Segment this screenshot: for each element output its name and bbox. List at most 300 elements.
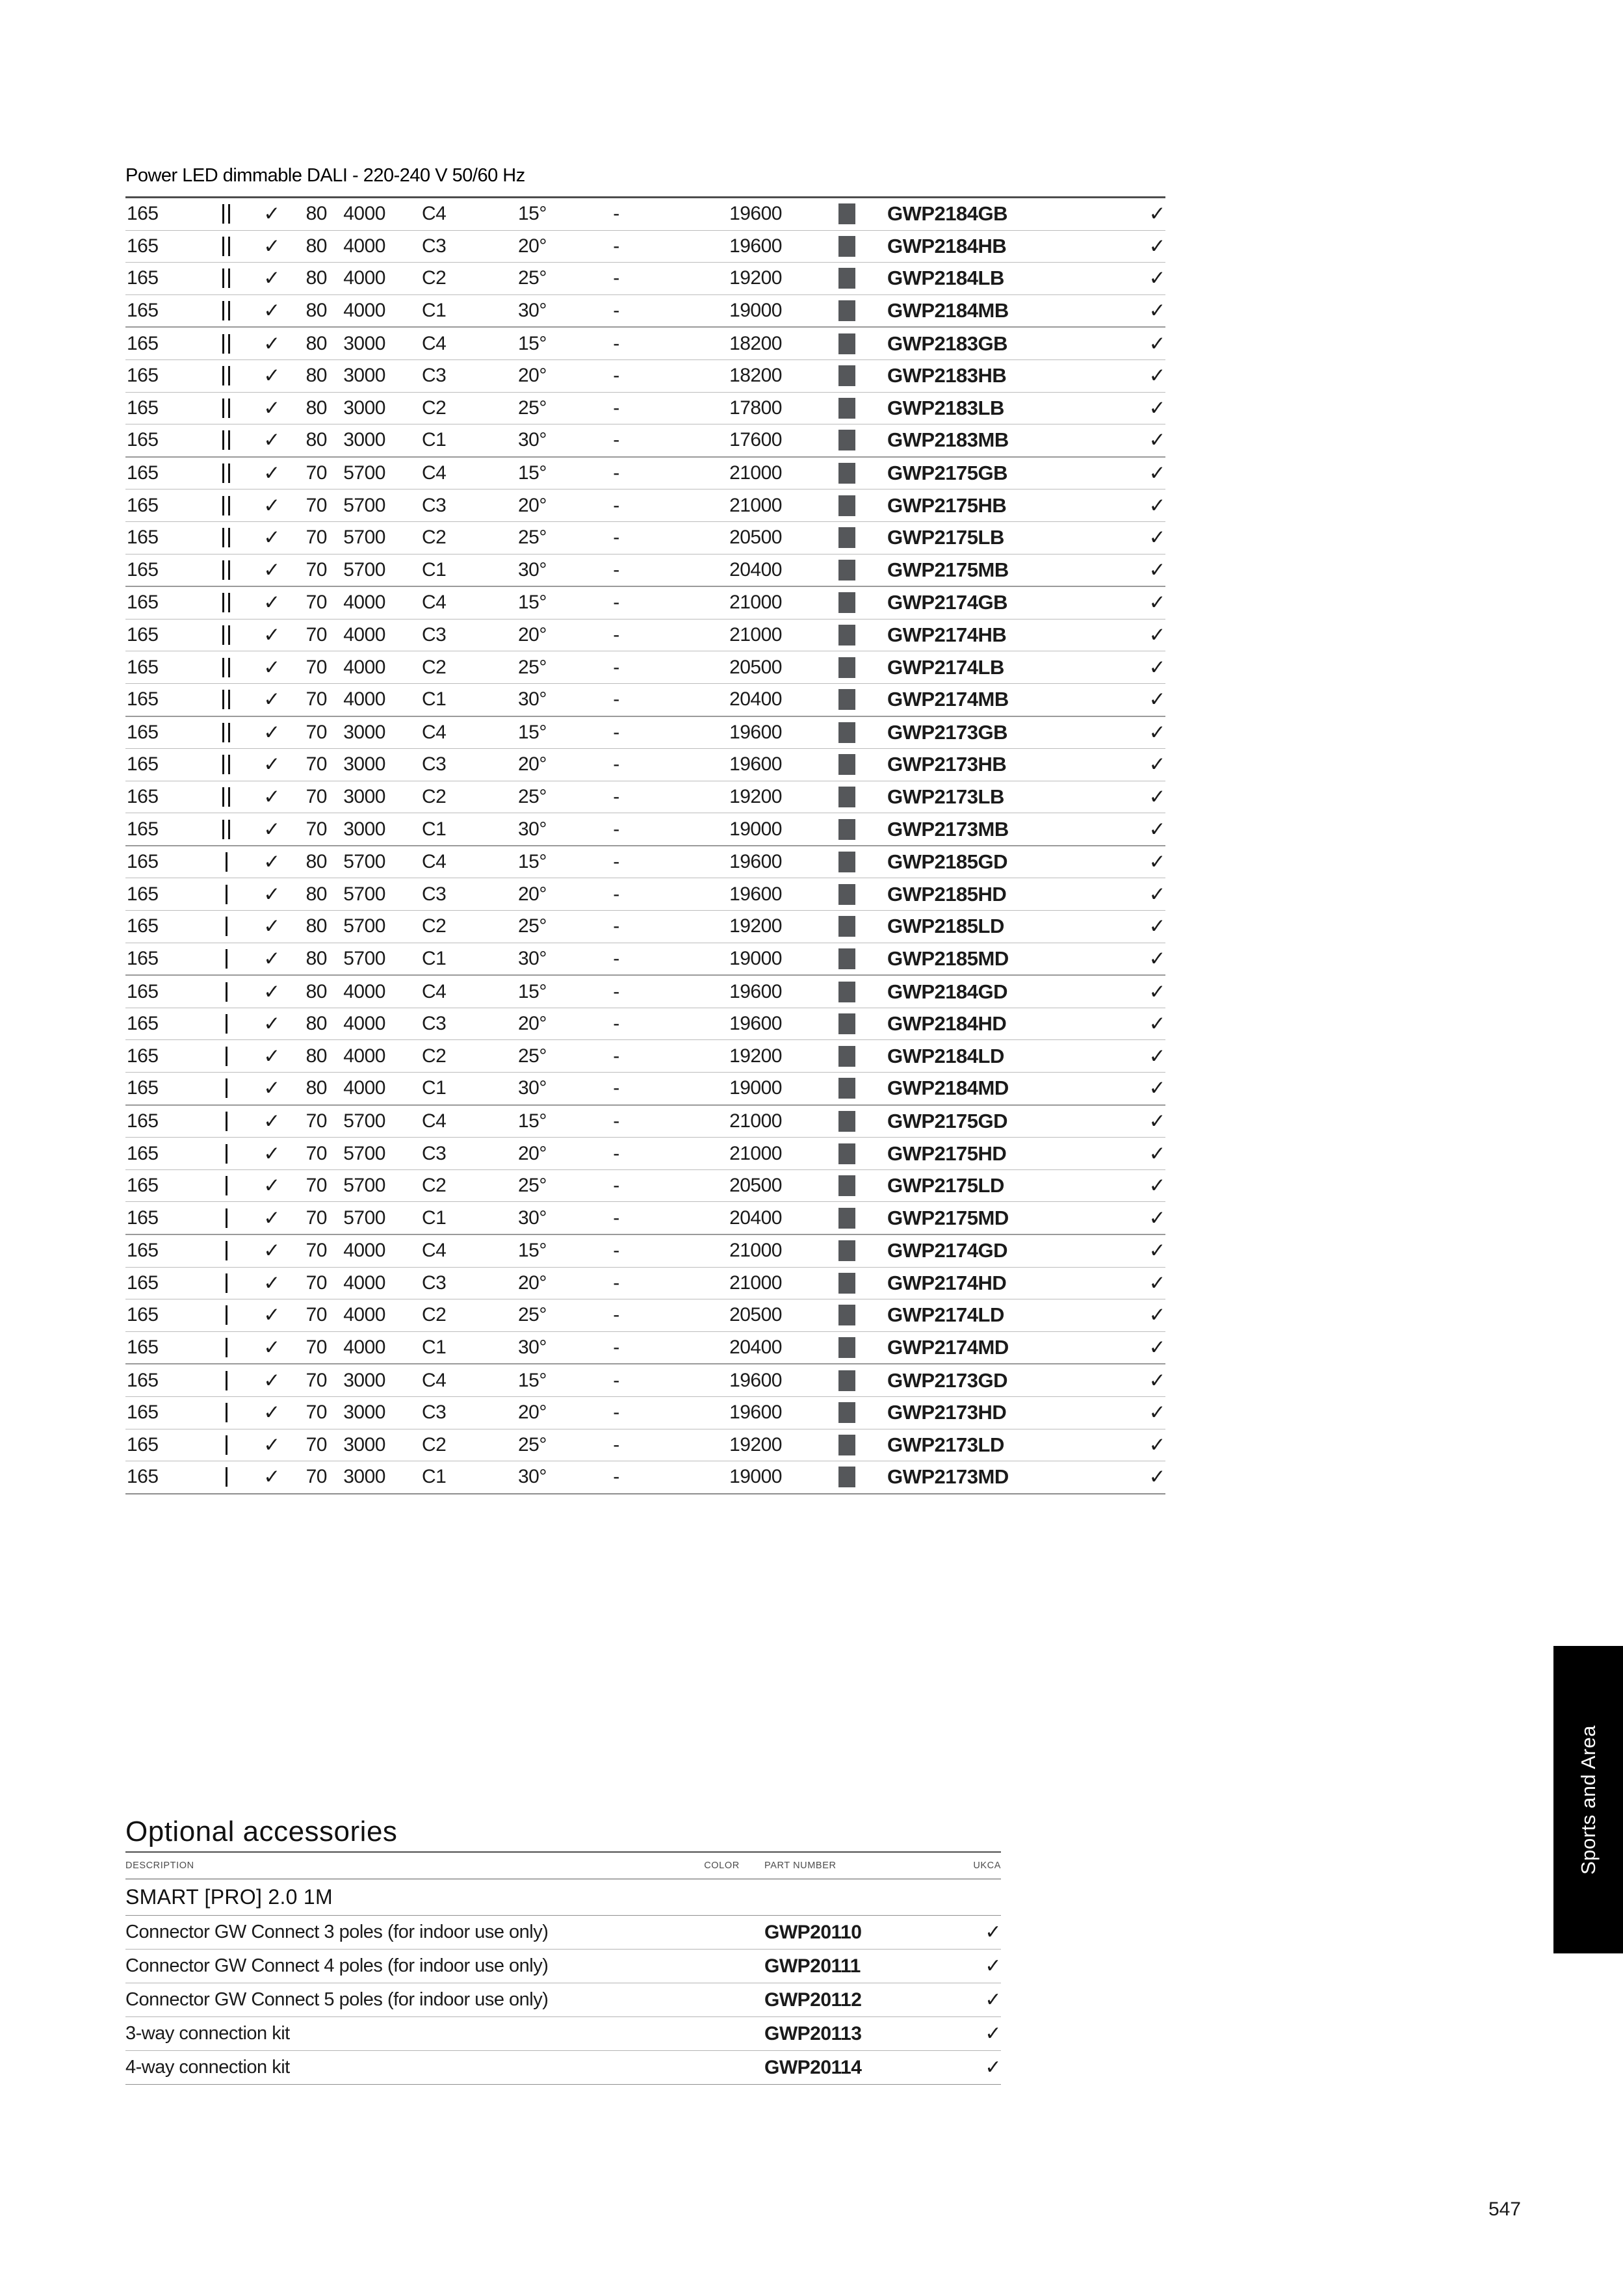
feature-check-icon: ✓: [263, 817, 280, 841]
wattage-value: 165: [127, 785, 159, 807]
color-swatch-cell: [782, 884, 879, 905]
class-i-icon: [203, 1273, 249, 1293]
color-swatch: [838, 1078, 855, 1099]
class-ii-icon: [203, 658, 249, 677]
beam-angle-value: 25°: [518, 1304, 547, 1326]
cri-value: 80: [305, 365, 327, 387]
cri-value: 80: [305, 947, 327, 969]
feature-check-icon: ✓: [263, 1336, 280, 1359]
dash-placeholder: -: [613, 300, 619, 322]
color-swatch-cell: [782, 916, 879, 937]
accessory-row: [125, 1983, 1001, 2017]
beam-angle-value: 20°: [518, 494, 547, 516]
beam-angle-value: 25°: [518, 785, 547, 807]
class-ii-icon: [203, 787, 249, 807]
beam-angle-value: 25°: [518, 527, 547, 549]
ukca-check-icon: ✓: [1149, 1401, 1165, 1424]
part-number: GWP2174MD: [887, 1336, 1009, 1359]
luminous-flux-value: 19600: [729, 203, 782, 225]
ukca-check-icon: ✓: [1149, 1012, 1165, 1036]
feature-check-icon: ✓: [263, 1303, 280, 1327]
cct-value: 5700: [343, 947, 385, 969]
table-row: [125, 684, 1165, 717]
ukca-check-icon: ✓: [985, 1989, 1001, 2011]
optic-code: C3: [422, 494, 447, 516]
side-tab-label: Sports and Area: [1576, 1725, 1600, 1875]
part-number: GWP2185MD: [887, 946, 1009, 970]
color-swatch-cell: [782, 689, 879, 710]
feature-check-icon: ✓: [263, 526, 280, 549]
feature-check-icon: ✓: [263, 493, 280, 517]
feature-check-icon: ✓: [263, 1044, 280, 1067]
cct-value: 4000: [343, 656, 385, 678]
cri-value: 80: [305, 1013, 327, 1035]
part-number: GWP2183LB: [887, 396, 1004, 419]
accessory-row: [125, 1950, 1001, 1983]
optic-code: C2: [422, 656, 447, 678]
luminous-flux-value: 18200: [729, 332, 782, 354]
color-swatch-cell: [782, 1273, 879, 1294]
class-ii-icon: [203, 723, 249, 742]
feature-check-icon: ✓: [263, 1239, 280, 1262]
color-swatch-cell: [782, 592, 879, 613]
accessories-header-row: [125, 1853, 1001, 1879]
luminous-flux-value: 21000: [729, 624, 782, 646]
luminous-flux-value: 19200: [729, 1045, 782, 1067]
table-row: [125, 878, 1165, 911]
class-ii-icon: [203, 820, 249, 839]
table-row: [125, 749, 1165, 781]
ukca-check-icon: ✓: [1149, 1239, 1165, 1262]
class-ii-icon: [203, 496, 249, 515]
wattage-value: 165: [127, 1077, 159, 1099]
color-swatch-cell: [782, 1240, 879, 1261]
cri-value: 80: [305, 851, 327, 873]
cri-value: 80: [305, 1045, 327, 1067]
color-swatch-cell: [782, 625, 879, 646]
luminous-flux-value: 20500: [729, 1175, 782, 1197]
feature-check-icon: ✓: [263, 1401, 280, 1424]
optic-code: C1: [422, 1337, 447, 1359]
optic-code: C2: [422, 1433, 447, 1455]
table-row: [125, 554, 1165, 588]
cct-value: 4000: [343, 203, 385, 225]
wattage-value: 165: [127, 1272, 159, 1294]
cri-value: 70: [305, 753, 327, 776]
table-row: [125, 424, 1165, 458]
ukca-check-icon: ✓: [985, 1922, 1001, 1943]
table-row: [125, 846, 1165, 879]
wattage-value: 165: [127, 527, 159, 549]
feature-check-icon: ✓: [263, 332, 280, 355]
ukca-check-icon: ✓: [1149, 1206, 1165, 1229]
cri-value: 70: [305, 494, 327, 516]
beam-angle-value: 30°: [518, 558, 547, 581]
luminous-flux-value: 19600: [729, 1013, 782, 1035]
wattage-value: 165: [127, 1142, 159, 1164]
color-swatch: [838, 333, 855, 354]
class-i-icon: [203, 1435, 249, 1455]
wattage-value: 165: [127, 235, 159, 257]
cct-value: 3000: [343, 397, 385, 419]
class-i-icon: [203, 1403, 249, 1422]
feature-check-icon: ✓: [263, 428, 280, 452]
feature-check-icon: ✓: [263, 946, 280, 970]
optic-code: C4: [422, 462, 447, 484]
part-number: GWP2185LD: [887, 915, 1004, 938]
feature-check-icon: ✓: [263, 1368, 280, 1392]
luminous-flux-value: 20400: [729, 1337, 782, 1359]
luminous-flux-value: 21000: [729, 1272, 782, 1294]
color-swatch: [838, 625, 855, 646]
luminous-flux-value: 19000: [729, 947, 782, 969]
color-swatch-cell: [782, 1175, 879, 1196]
color-swatch-cell: [782, 1467, 879, 1487]
color-swatch: [838, 982, 855, 1002]
beam-angle-value: 20°: [518, 1142, 547, 1164]
beam-angle-value: 15°: [518, 592, 547, 614]
cri-value: 80: [305, 300, 327, 322]
wattage-value: 165: [127, 365, 159, 387]
color-swatch-cell: [782, 722, 879, 743]
color-swatch-cell: [782, 1046, 879, 1067]
wattage-value: 165: [127, 624, 159, 646]
table-row: [125, 1202, 1165, 1235]
beam-angle-value: 15°: [518, 980, 547, 1002]
luminous-flux-value: 19600: [729, 980, 782, 1002]
dash-placeholder: -: [613, 1077, 619, 1099]
cri-value: 70: [305, 1466, 327, 1488]
color-swatch: [838, 1175, 855, 1196]
color-swatch: [838, 1467, 855, 1487]
part-number: GWP2174HB: [887, 623, 1007, 647]
table-row: [125, 1073, 1165, 1106]
table-row: [125, 1332, 1165, 1365]
accessory-part-number: GWP20112: [764, 1989, 862, 2011]
cri-value: 80: [305, 397, 327, 419]
cct-value: 3000: [343, 753, 385, 776]
optic-code: C1: [422, 818, 447, 840]
color-swatch-cell: [782, 1370, 879, 1391]
cri-value: 70: [305, 688, 327, 711]
cct-value: 4000: [343, 1240, 385, 1262]
cct-value: 4000: [343, 980, 385, 1002]
feature-check-icon: ✓: [263, 396, 280, 419]
table-row: [125, 360, 1165, 393]
ukca-check-icon: ✓: [1149, 1141, 1165, 1165]
color-swatch: [838, 819, 855, 840]
beam-angle-value: 15°: [518, 332, 547, 354]
class-ii-icon: [203, 268, 249, 288]
luminous-flux-value: 19000: [729, 1466, 782, 1488]
table-row: [125, 1235, 1165, 1268]
cct-value: 4000: [343, 1077, 385, 1099]
dash-placeholder: -: [613, 1369, 619, 1391]
dash-placeholder: -: [613, 1337, 619, 1359]
accessory-description: 3-way connection kit: [125, 2023, 290, 2044]
color-swatch: [838, 1337, 855, 1358]
optic-code: C1: [422, 1207, 447, 1229]
color-swatch: [838, 268, 855, 289]
color-swatch-cell: [782, 398, 879, 419]
color-swatch-cell: [782, 1111, 879, 1132]
class-ii-icon: [203, 755, 249, 774]
ukca-check-icon: ✓: [1149, 946, 1165, 970]
accessories-section-title: Optional accessories: [125, 1816, 398, 1847]
cri-value: 70: [305, 1240, 327, 1262]
luminous-flux-value: 20400: [729, 1207, 782, 1229]
luminous-flux-value: 21000: [729, 462, 782, 484]
cct-value: 5700: [343, 915, 385, 937]
optic-code: C1: [422, 558, 447, 581]
feature-check-icon: ✓: [263, 591, 280, 614]
color-swatch: [838, 592, 855, 613]
class-ii-icon: [203, 204, 249, 224]
class-ii-icon: [203, 430, 249, 450]
beam-angle-value: 25°: [518, 1433, 547, 1455]
ukca-check-icon: ✓: [1149, 817, 1165, 841]
wattage-value: 165: [127, 1402, 159, 1424]
color-swatch-cell: [782, 852, 879, 872]
beam-angle-value: 30°: [518, 1077, 547, 1099]
ukca-check-icon: ✓: [1149, 980, 1165, 1003]
ukca-check-icon: ✓: [1149, 915, 1165, 938]
part-number: GWP2173LB: [887, 785, 1004, 808]
beam-angle-value: 20°: [518, 1272, 547, 1294]
cri-value: 80: [305, 267, 327, 289]
table-row: [125, 328, 1165, 360]
dash-placeholder: -: [613, 203, 619, 225]
feature-check-icon: ✓: [263, 1174, 280, 1197]
part-number: GWP2174GD: [887, 1239, 1008, 1262]
beam-angle-value: 25°: [518, 915, 547, 937]
table-row: [125, 813, 1165, 846]
wattage-value: 165: [127, 947, 159, 969]
beam-angle-value: 20°: [518, 883, 547, 905]
color-swatch-cell: [782, 819, 879, 840]
cct-value: 3000: [343, 1466, 385, 1488]
table-row: [125, 1461, 1165, 1493]
table-row: [125, 587, 1165, 620]
class-ii-icon: [203, 528, 249, 547]
beam-angle-value: 30°: [518, 429, 547, 451]
wattage-value: 165: [127, 1175, 159, 1197]
table-row: [125, 489, 1165, 522]
class-i-icon: [203, 1371, 249, 1390]
optic-code: C3: [422, 1402, 447, 1424]
dash-placeholder: -: [613, 980, 619, 1002]
color-swatch: [838, 1370, 855, 1391]
cri-value: 80: [305, 429, 327, 451]
cri-value: 70: [305, 527, 327, 549]
color-swatch: [838, 1013, 855, 1034]
color-swatch-cell: [782, 948, 879, 969]
part-number: GWP2175LB: [887, 526, 1004, 549]
table-row: [125, 295, 1165, 328]
class-i-icon: [203, 1467, 249, 1487]
color-swatch-cell: [782, 1402, 879, 1423]
feature-check-icon: ✓: [263, 1271, 280, 1294]
dash-placeholder: -: [613, 1402, 619, 1424]
ukca-check-icon: ✓: [1149, 1174, 1165, 1197]
optic-code: C2: [422, 1175, 447, 1197]
table-row: [125, 1268, 1165, 1300]
part-number: GWP2184GD: [887, 980, 1008, 1003]
beam-angle-value: 25°: [518, 1045, 547, 1067]
color-swatch-cell: [782, 754, 879, 775]
ukca-check-icon: ✓: [1149, 428, 1165, 452]
section-side-tab: [1553, 1646, 1623, 1953]
cri-value: 70: [305, 624, 327, 646]
wattage-value: 165: [127, 1337, 159, 1359]
table-row: [125, 1299, 1165, 1332]
class-ii-icon: [203, 237, 249, 256]
luminous-flux-value: 19600: [729, 721, 782, 743]
feature-check-icon: ✓: [263, 299, 280, 322]
wattage-value: 165: [127, 1240, 159, 1262]
luminous-flux-value: 19600: [729, 883, 782, 905]
dash-placeholder: -: [613, 1013, 619, 1035]
part-number: GWP2183HB: [887, 364, 1007, 387]
part-number: GWP2184HB: [887, 234, 1007, 257]
luminous-flux-value: 21000: [729, 592, 782, 614]
part-number: GWP2185GD: [887, 850, 1008, 874]
beam-angle-value: 30°: [518, 300, 547, 322]
table-row: [125, 1429, 1165, 1462]
optic-code: C2: [422, 1045, 447, 1067]
optic-code: C3: [422, 624, 447, 646]
cri-value: 70: [305, 1175, 327, 1197]
accessory-description: Connector GW Connect 5 poles (for indoor use only): [125, 1989, 549, 2010]
optic-code: C4: [422, 851, 447, 873]
feature-check-icon: ✓: [263, 1465, 280, 1489]
color-swatch-cell: [782, 333, 879, 354]
color-swatch: [838, 560, 855, 581]
product-table: [125, 196, 1165, 1494]
cct-value: 3000: [343, 332, 385, 354]
wattage-value: 165: [127, 721, 159, 743]
accessory-description: Connector GW Connect 3 poles (for indoor use only): [125, 1922, 549, 1942]
ukca-check-icon: ✓: [1149, 1303, 1165, 1327]
dash-placeholder: -: [613, 235, 619, 257]
optic-code: C3: [422, 883, 447, 905]
table-row: [125, 1008, 1165, 1041]
feature-check-icon: ✓: [263, 1433, 280, 1456]
part-number: GWP2173MB: [887, 817, 1009, 841]
wattage-value: 165: [127, 883, 159, 905]
color-swatch-cell: [782, 657, 879, 678]
luminous-flux-value: 19000: [729, 300, 782, 322]
table-row: [125, 1040, 1165, 1073]
wattage-value: 165: [127, 688, 159, 711]
cri-value: 70: [305, 592, 327, 614]
ukca-check-icon: ✓: [1149, 623, 1165, 647]
ukca-check-icon: ✓: [985, 2057, 1001, 2078]
cct-value: 5700: [343, 1110, 385, 1132]
beam-angle-value: 30°: [518, 1466, 547, 1488]
color-swatch-cell: [782, 236, 879, 257]
class-i-icon: [203, 917, 249, 936]
luminous-flux-value: 19000: [729, 818, 782, 840]
class-i-icon: [203, 1241, 249, 1260]
optic-code: C4: [422, 721, 447, 743]
beam-angle-value: 20°: [518, 365, 547, 387]
beam-angle-value: 15°: [518, 1110, 547, 1132]
wattage-value: 165: [127, 818, 159, 840]
class-ii-icon: [203, 301, 249, 320]
luminous-flux-value: 19600: [729, 1369, 782, 1391]
table-row: [125, 911, 1165, 943]
cct-value: 3000: [343, 721, 385, 743]
optic-code: C3: [422, 365, 447, 387]
part-number: GWP2175GB: [887, 462, 1008, 485]
class-ii-icon: [203, 560, 249, 580]
beam-angle-value: 15°: [518, 462, 547, 484]
ukca-check-icon: ✓: [1149, 526, 1165, 549]
optic-code: C3: [422, 1142, 447, 1164]
cri-value: 70: [305, 818, 327, 840]
cri-value: 70: [305, 558, 327, 581]
ukca-check-icon: ✓: [1149, 655, 1165, 679]
color-swatch-cell: [782, 463, 879, 484]
cct-value: 4000: [343, 1272, 385, 1294]
class-i-icon: [203, 1112, 249, 1131]
dash-placeholder: -: [613, 1045, 619, 1067]
ukca-check-icon: ✓: [1149, 591, 1165, 614]
dash-placeholder: -: [613, 365, 619, 387]
dash-placeholder: -: [613, 1110, 619, 1132]
cri-value: 70: [305, 1142, 327, 1164]
optic-code: C3: [422, 235, 447, 257]
dash-placeholder: -: [613, 1240, 619, 1262]
color-swatch-cell: [782, 1078, 879, 1099]
optic-code: C1: [422, 947, 447, 969]
cri-value: 80: [305, 980, 327, 1002]
wattage-value: 165: [127, 592, 159, 614]
color-swatch: [838, 398, 855, 419]
part-number: GWP2173HB: [887, 753, 1007, 776]
color-swatch: [838, 495, 855, 516]
part-number: GWP2173HD: [887, 1401, 1007, 1424]
cri-value: 70: [305, 462, 327, 484]
color-swatch-cell: [782, 1143, 879, 1164]
part-number: GWP2183MB: [887, 428, 1009, 452]
color-swatch-cell: [782, 1013, 879, 1034]
dash-placeholder: -: [613, 624, 619, 646]
color-swatch-cell: [782, 560, 879, 581]
beam-angle-value: 30°: [518, 688, 547, 711]
table-row: [125, 1397, 1165, 1429]
ukca-check-icon: ✓: [985, 2023, 1001, 2044]
dash-placeholder: -: [613, 397, 619, 419]
ukca-check-icon: ✓: [1149, 785, 1165, 808]
part-number: GWP2173MD: [887, 1465, 1009, 1489]
cri-value: 70: [305, 721, 327, 743]
color-swatch-cell: [782, 1208, 879, 1229]
accessory-row: [125, 2017, 1001, 2051]
luminous-flux-value: 19200: [729, 267, 782, 289]
cct-value: 5700: [343, 527, 385, 549]
color-swatch-cell: [782, 1305, 879, 1325]
feature-check-icon: ✓: [263, 1109, 280, 1132]
dash-placeholder: -: [613, 753, 619, 776]
part-number: GWP2174MB: [887, 688, 1009, 711]
cct-value: 3000: [343, 785, 385, 807]
dash-placeholder: -: [613, 592, 619, 614]
cct-value: 5700: [343, 1142, 385, 1164]
luminous-flux-value: 20400: [729, 558, 782, 581]
cct-value: 5700: [343, 462, 385, 484]
